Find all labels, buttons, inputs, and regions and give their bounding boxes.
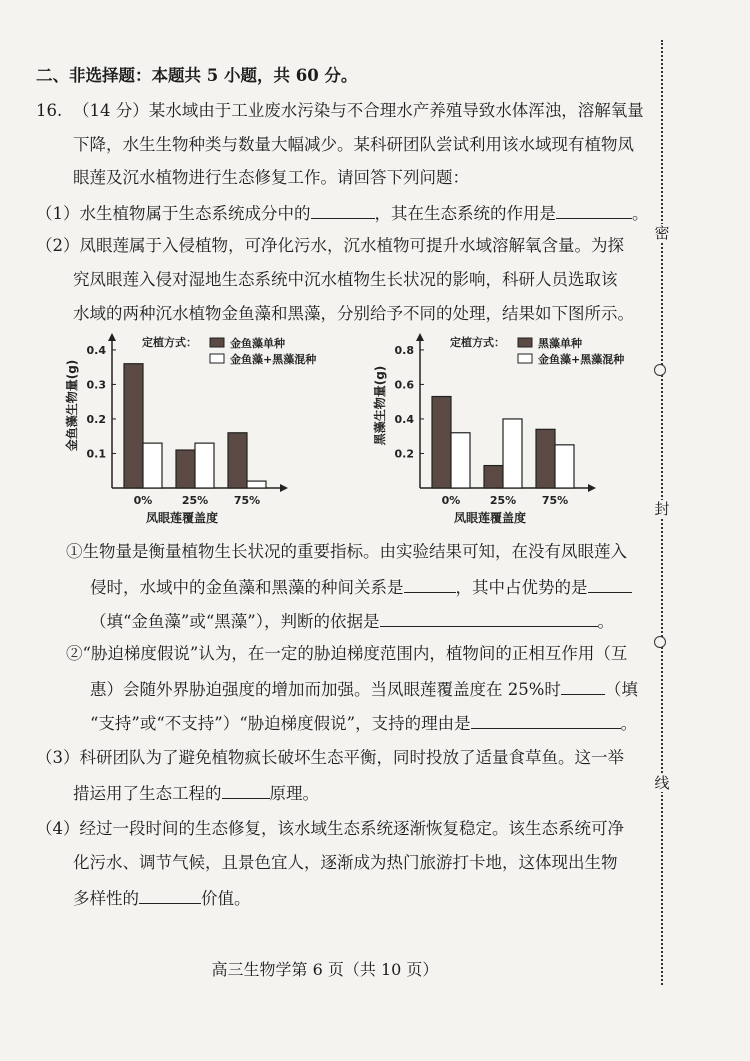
sub-question-2-line-2	[90, 676, 638, 702]
binding-mark-seal: 密	[654, 224, 670, 242]
y-axis-arrow-icon	[416, 333, 424, 341]
y-tick-label: 0.1	[86, 447, 106, 461]
bar-mixed	[503, 419, 522, 488]
y-tick-label: 0.2	[394, 447, 414, 461]
binding-mark-line: 线	[654, 774, 670, 792]
y-tick-label: 0.4	[86, 343, 106, 357]
y-tick-label: 0.8	[394, 343, 414, 357]
answer-blank[interactable]	[471, 710, 621, 729]
y-tick-label: 0.4	[394, 412, 414, 426]
part-3-text-b2: 原理。	[269, 784, 319, 803]
answer-blank[interactable]	[561, 676, 605, 695]
legend-title: 定植方式：	[450, 336, 505, 349]
y-tick-label: 0.2	[86, 412, 106, 426]
legend-swatch	[210, 354, 224, 363]
bar-mixed	[451, 433, 470, 488]
bar-single	[484, 466, 503, 488]
x-tick-label: 75%	[233, 494, 261, 507]
x-tick-label: 25%	[489, 494, 517, 507]
part-3-line-2	[73, 780, 319, 806]
page-footer: 高三生物学第 6 页（共 10 页）	[211, 960, 439, 979]
chart-goldfish-weed-svg	[60, 330, 330, 530]
part-1-end: 。	[632, 204, 649, 223]
part-1-text-a: （1）水生植物属于生态系统成分中的	[36, 204, 311, 223]
bar-single	[176, 450, 195, 488]
bar-single	[536, 429, 555, 488]
sub-1-text-b1: 侵时，水域中的金鱼藻和黑藻的种间关系是	[90, 578, 404, 597]
answer-blank[interactable]	[311, 200, 375, 219]
question-stem-line-2: 下降，水生生物种类与数量大幅减少。某科研团队尝试利用该水域现有植物凤	[73, 135, 634, 154]
sub-question-1-line-3	[90, 608, 614, 634]
bar-single	[432, 397, 451, 488]
y-tick-label: 0.3	[86, 378, 106, 392]
question-stem-line-3: 眼莲及沉水植物进行生态修复工作。请回答下列问题：	[73, 168, 469, 187]
y-axis-arrow-icon	[108, 333, 116, 341]
binding-circle-icon	[654, 364, 666, 376]
bar-mixed	[247, 481, 266, 488]
sub-2-text-b2: （填	[604, 680, 638, 699]
question-stem-line-1: （14 分）某水域由于工业废水污染与不合理水产养殖导致水体浑浊，溶解氧量	[73, 101, 644, 120]
sub-question-1-line-2	[90, 574, 632, 600]
sub-1-text-b2: ，其中占优势的是	[455, 578, 588, 597]
sub-question-2-line-3	[90, 710, 637, 736]
part-2-line-1: （2）凤眼莲属于入侵植物，可净化污水，沉水植物可提升水域溶解氧含量。为探	[36, 236, 624, 255]
legend-swatch	[518, 338, 532, 347]
sub-1-end: 。	[597, 612, 614, 631]
y-axis-label: 黑藻生物量(g)	[373, 365, 387, 446]
x-axis-arrow-icon	[280, 484, 288, 492]
part-1	[36, 200, 649, 226]
x-tick-label: 0%	[441, 494, 461, 507]
legend-label: 黑藻单种	[538, 337, 582, 350]
sub-question-1-line-1: ①生物量是衡量植物生长状况的重要指标。由实验结果可知，在没有凤眼莲入	[66, 542, 627, 561]
part-2-line-2: 究凤眼莲入侵对湿地生态系统中沉水植物生长状况的影响，科研人员选取该	[73, 270, 618, 289]
bar-mixed	[195, 443, 214, 488]
answer-blank[interactable]	[588, 574, 632, 593]
part-2-line-3: 水域的两种沉水植物金鱼藻和黑藻，分别给予不同的处理，结果如下图所示。	[73, 304, 634, 323]
part-4-text-c1: 多样性的	[73, 889, 139, 908]
bar-single	[228, 433, 247, 488]
chart-goldfish-weed	[60, 330, 330, 530]
legend-swatch	[210, 338, 224, 347]
x-tick-label: 75%	[541, 494, 569, 507]
x-axis-label: 凤眼莲覆盖度	[145, 511, 219, 525]
sub-2-end: 。	[620, 714, 638, 733]
x-axis-arrow-icon	[588, 484, 596, 492]
answer-blank[interactable]	[556, 200, 632, 219]
bar-single	[124, 364, 143, 488]
bar-mixed	[555, 445, 574, 488]
part-4-line-1: （4）经过一段时间的生态修复，该水域生态系统逐渐恢复稳定。该生态系统可净	[36, 819, 624, 838]
x-axis-label: 凤眼莲覆盖度	[453, 511, 527, 525]
sub-2-text-b1: 惠）会随外界胁迫强度的增加而加强。当凤眼莲覆盖度在 25%时	[90, 680, 561, 699]
answer-blank[interactable]	[222, 780, 270, 799]
x-tick-label: 25%	[181, 494, 209, 507]
binding-circle-icon	[654, 636, 666, 648]
answer-blank[interactable]	[139, 885, 201, 904]
part-3-text-b1: 措运用了生态工程的	[73, 784, 222, 803]
part-4-line-3	[73, 885, 251, 911]
chart-hydrilla-svg	[368, 330, 638, 530]
part-3-line-1: （3）科研团队为了避免植物疯长破坏生态平衡，同时投放了适量食草鱼。这一举	[36, 748, 624, 767]
part-4-line-2: 化污水、调节气候，且景色宜人，逐渐成为热门旅游打卡地，这体现出生物	[73, 853, 618, 872]
sub-2-text-c1: “支持”或“不支持”）“胁迫梯度假说”，支持的理由是	[90, 714, 471, 733]
part-4-text-c2: 价值。	[201, 889, 251, 908]
sub-question-2-line-1: ②“胁迫梯度假说”认为，在一定的胁迫梯度范围内，植物间的正相互作用（互	[66, 644, 628, 663]
answer-blank[interactable]	[380, 608, 598, 627]
legend-title: 定植方式：	[142, 336, 197, 349]
section-header: 二、非选择题：本题共 5 小题，共 60 分。	[36, 66, 358, 85]
question-number: 16.	[36, 101, 63, 120]
legend-label: 金鱼藻单种	[230, 337, 285, 350]
answer-blank[interactable]	[404, 574, 456, 593]
x-tick-label: 0%	[133, 494, 153, 507]
bar-mixed	[143, 443, 162, 488]
legend-label: 金鱼藻+黑藻混种	[538, 353, 625, 366]
legend-label: 金鱼藻+黑藻混种	[230, 353, 317, 366]
chart-hydrilla	[368, 330, 638, 530]
binding-mark-close: 封	[654, 500, 670, 518]
part-1-text-b: ，其在生态系统的作用是	[374, 204, 556, 223]
sub-1-text-c1: （填“金鱼藻”或“黑藻”），判断的依据是	[90, 612, 380, 631]
legend-swatch	[518, 354, 532, 363]
y-tick-label: 0.6	[394, 378, 414, 392]
y-axis-label: 金鱼藻生物量(g)	[65, 359, 79, 452]
